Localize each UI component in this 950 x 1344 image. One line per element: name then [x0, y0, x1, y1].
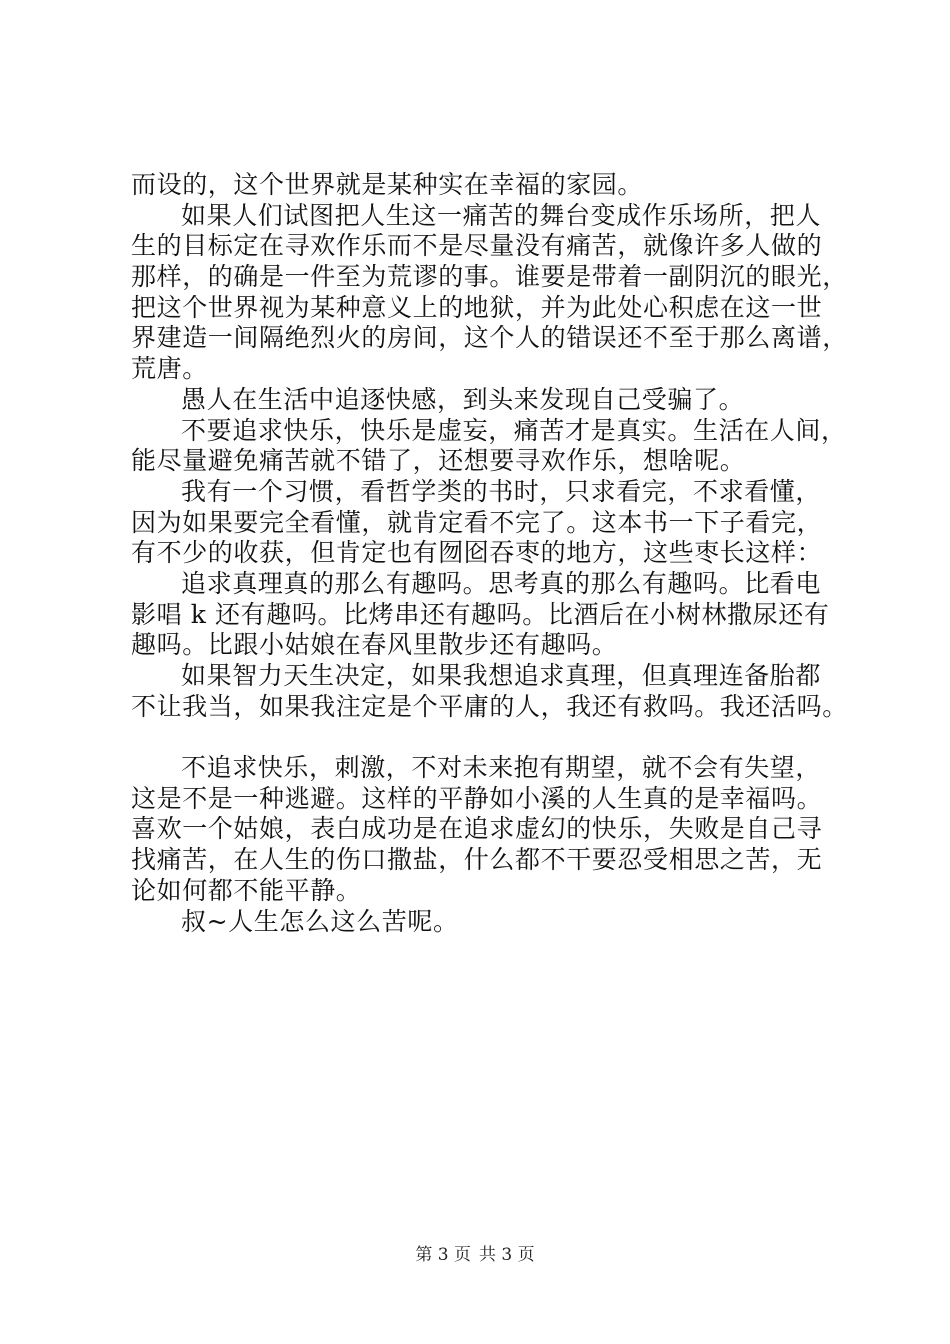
- text-line: 因为如果要完全看懂，就肯定看不完了。这本书一下子看完，: [131, 507, 823, 537]
- text-line: 荒唐。: [131, 354, 208, 384]
- page-number-current: 第 3 页: [415, 1245, 471, 1265]
- text-line: 如果人们试图把人生这一痛苦的舞台变成作乐场所，把人: [181, 200, 822, 230]
- text-line: 不让我当，如果我注定是个平庸的人，我还有救吗。我还活吗。: [131, 691, 848, 721]
- text-line: 那样，的确是一件至为荒谬的事。谁要是带着一副阴沉的眼光，: [131, 262, 848, 292]
- text-line: 这是不是一种逃避。这样的平静如小溪的人生真的是幸福吗。: [131, 783, 823, 813]
- text-line: 追求真理真的那么有趣吗。思考真的那么有趣吗。比看电: [181, 568, 822, 598]
- page-footer: [0, 1244, 950, 1266]
- text-line: 叔~人生怎么这么苦呢。: [181, 906, 459, 936]
- text-line: 界建造一间隔绝烈火的房间，这个人的错误还不至于那么离谱，: [131, 323, 848, 353]
- text-line: 我有一个习惯，看哲学类的书时，只求看完，不求看懂，: [181, 476, 822, 506]
- text-line: 喜欢一个姑娘，表白成功是在追求虚幻的快乐，失败是自己寻: [131, 814, 823, 844]
- paragraph-spacer: [131, 722, 831, 753]
- page-number-total: 共 3 页: [479, 1245, 535, 1265]
- text-line: 如果智力天生决定，如果我想追求真理，但真理连备胎都: [181, 661, 822, 690]
- text-line: 能尽量避免痛苦就不错了，还想要寻欢作乐，想啥呢。: [131, 446, 746, 476]
- body-text: [131, 170, 848, 937]
- text-line: 不追求快乐，刺激，不对未来抱有期望，就不会有失望，: [181, 753, 822, 783]
- text-line: 趣吗。比跟小姑娘在春风里散步还有趣吗。: [131, 630, 618, 660]
- text-line: 有不少的收获，但肯定也有囫囵吞枣的地方，这些枣长这样：: [131, 538, 823, 568]
- text-line: 而设的，这个世界就是某种实在幸福的家园。: [131, 170, 644, 199]
- text-line: 不要追求快乐，快乐是虚妄，痛苦才是真实。生活在人间，: [181, 415, 847, 445]
- text-line: 论如何都不能平静。: [131, 875, 362, 905]
- text-line: 找痛苦，在人生的伤口撒盐，什么都不干要忍受相思之苦，无: [131, 845, 823, 875]
- text-line: 生的目标定在寻欢作乐而不是尽量没有痛苦，就像许多人做的: [131, 231, 823, 261]
- text-line: 把这个世界视为某种意义上的地狱，并为此处心积虑在这一世: [131, 292, 823, 322]
- text-line: 愚人在生活中追逐快感，到头来发现自己受骗了。: [181, 384, 745, 414]
- text-line: 影唱 k 还有趣吗。比烤串还有趣吗。比酒后在小树林撒尿还有: [131, 599, 830, 629]
